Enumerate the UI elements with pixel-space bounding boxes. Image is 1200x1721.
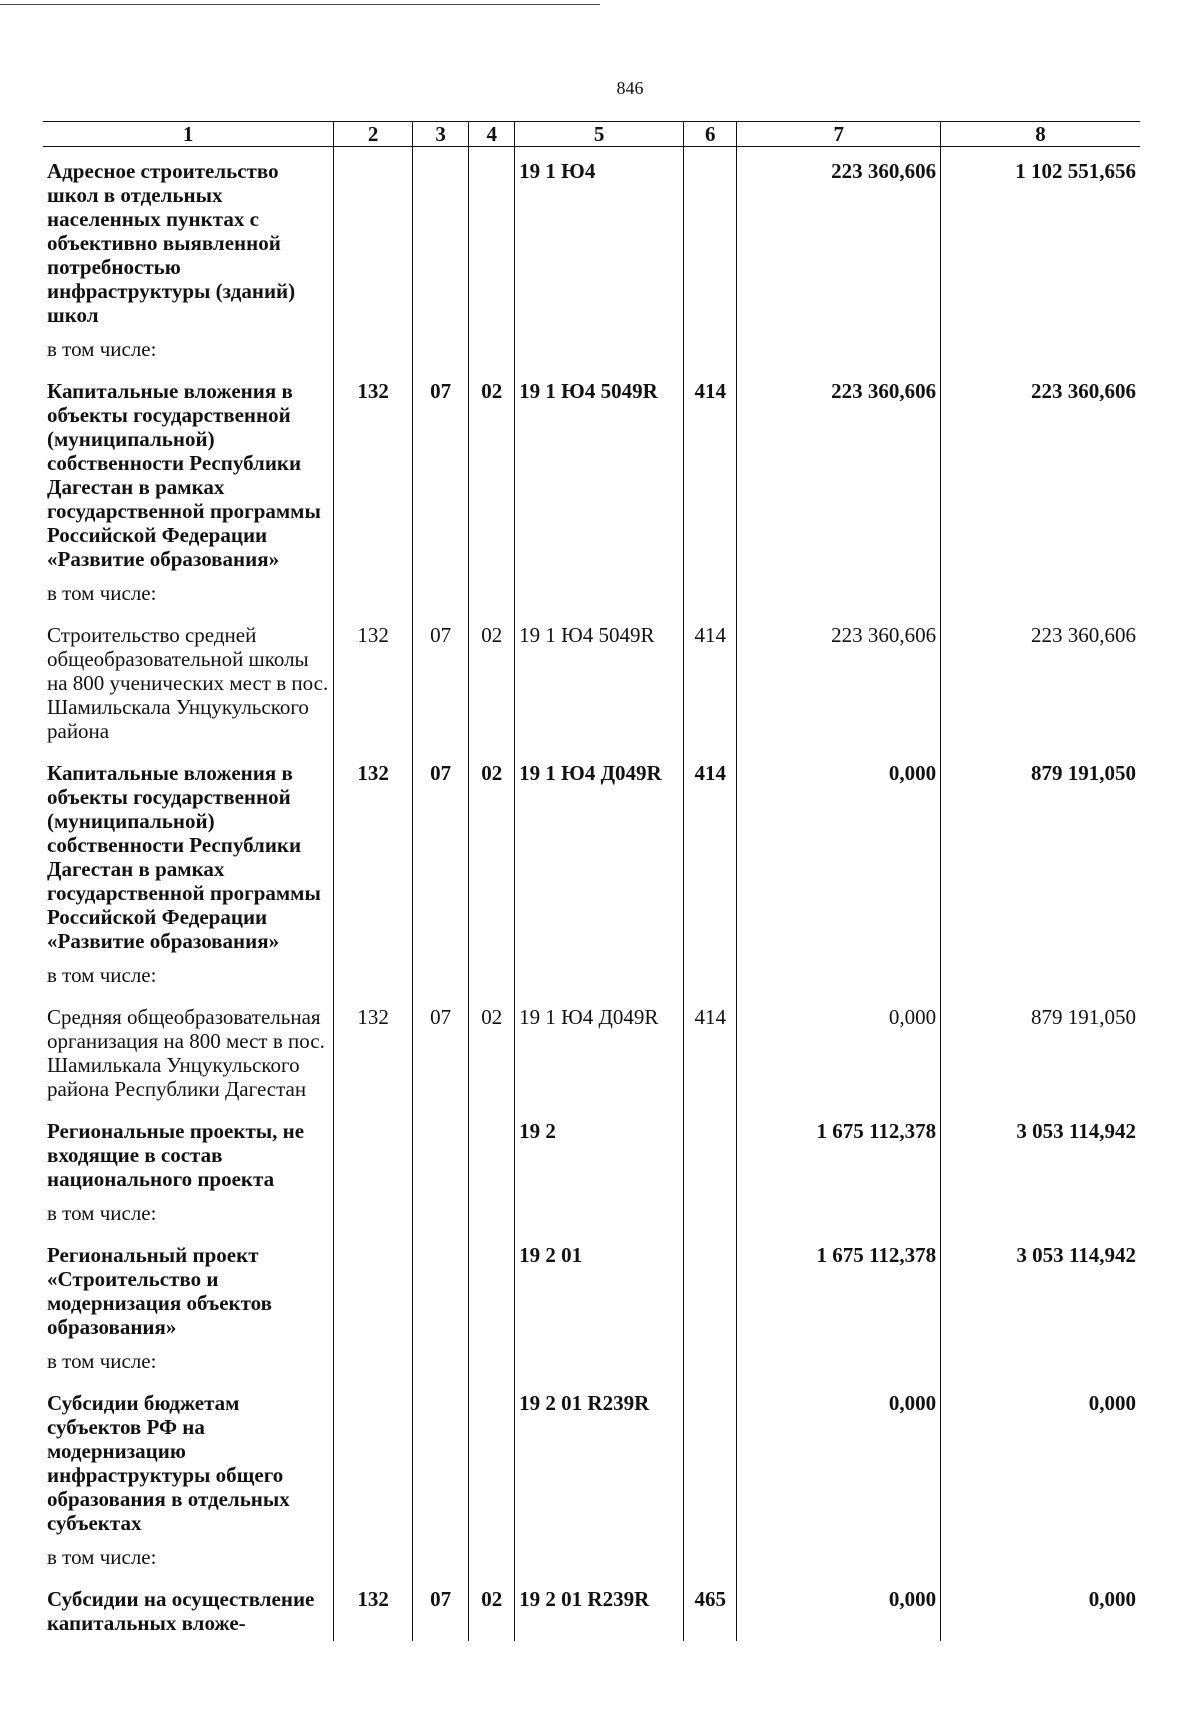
row-value-cell: [515, 1197, 684, 1231]
row-value-cell: [334, 959, 412, 993]
row-value-cell: [334, 1541, 412, 1575]
row-name-cell: Адресное строительство школ в отдельных населенных пунктах с объективно выявленной потребностью инфраструктуры (зданий) школ: [43, 147, 334, 334]
row-value-cell: [412, 577, 469, 611]
table-row: [43, 1575, 1140, 1641]
row-value-cell: 02: [469, 1575, 515, 1641]
row-value-cell: 02: [469, 993, 515, 1107]
row-value-cell: [469, 577, 515, 611]
row-value-cell: 223 360,606: [941, 611, 1140, 749]
row-value-cell: 0,000: [941, 1379, 1140, 1541]
row-value-cell: [684, 1541, 737, 1575]
row-name-cell: Субсидии на осуществление капитальных вложе-: [43, 1575, 334, 1641]
row-name-cell: Капитальные вложения в объекты государственной (муниципальной) собственности Республики Дагестан в рамках государственной программы Российской Федерации «Развитие образования»: [43, 749, 334, 959]
table-row: [43, 577, 1140, 611]
row-value-cell: 414: [684, 367, 737, 577]
row-value-cell: 132: [334, 611, 412, 749]
table-row: [43, 1231, 1140, 1345]
row-value-cell: 0,000: [941, 1575, 1140, 1641]
column-header: 7: [737, 122, 941, 147]
row-value-cell: [684, 959, 737, 993]
row-name-cell: Средняя общеобразовательная организация на 800 мест в пос. Шамилькала Унцукульского района Республики Дагестан: [43, 993, 334, 1107]
table-row: [43, 611, 1140, 749]
table-row: [43, 1345, 1140, 1379]
row-value-cell: 414: [684, 993, 737, 1107]
row-value-cell: 0,000: [737, 1379, 941, 1541]
table-row: [43, 749, 1140, 959]
row-value-cell: [941, 333, 1140, 367]
row-value-cell: [515, 577, 684, 611]
row-name-cell: Строительство средней общеобразовательной школы на 800 ученических мест в пос. Шамильскала Унцукульского района: [43, 611, 334, 749]
row-value-cell: 07: [412, 611, 469, 749]
row-value-cell: [412, 1541, 469, 1575]
row-value-cell: 19 1 Ю4 5049R: [515, 611, 684, 749]
table-row: [43, 1197, 1140, 1231]
column-header: 5: [515, 122, 684, 147]
row-value-cell: [412, 959, 469, 993]
column-header: 2: [334, 122, 412, 147]
row-value-cell: 02: [469, 367, 515, 577]
page-number: 846: [616, 78, 644, 98]
row-name-cell: в том числе:: [43, 959, 334, 993]
row-value-cell: [941, 1197, 1140, 1231]
row-value-cell: 414: [684, 749, 737, 959]
row-value-cell: 19 2: [515, 1107, 684, 1197]
row-value-cell: 414: [684, 611, 737, 749]
row-value-cell: 879 191,050: [941, 749, 1140, 959]
row-value-cell: 1 102 551,656: [941, 147, 1140, 334]
row-value-cell: [737, 333, 941, 367]
row-value-cell: [737, 1197, 941, 1231]
row-value-cell: [469, 1345, 515, 1379]
row-value-cell: 1 675 112,378: [737, 1107, 941, 1197]
table-row: [43, 1107, 1140, 1197]
row-value-cell: 132: [334, 993, 412, 1107]
table-row: [43, 367, 1140, 577]
row-value-cell: 223 360,606: [737, 611, 941, 749]
row-value-cell: 19 1 Ю4 Д049R: [515, 993, 684, 1107]
row-value-cell: [737, 959, 941, 993]
row-value-cell: [412, 333, 469, 367]
row-name-cell: в том числе:: [43, 1541, 334, 1575]
row-name-cell: Капитальные вложения в объекты государственной (муниципальной) собственности Республики Дагестан в рамках государственной программы Российской Федерации «Развитие образования»: [43, 367, 334, 577]
row-value-cell: 19 2 01: [515, 1231, 684, 1345]
row-value-cell: [334, 1345, 412, 1379]
row-value-cell: [412, 1379, 469, 1541]
row-value-cell: [469, 1541, 515, 1575]
row-name-cell: в том числе:: [43, 577, 334, 611]
row-name-cell: в том числе:: [43, 1197, 334, 1231]
row-value-cell: 223 360,606: [941, 367, 1140, 577]
row-value-cell: 0,000: [737, 749, 941, 959]
row-name-cell: Региональный проект «Строительство и модернизация объектов образования»: [43, 1231, 334, 1345]
column-header: 6: [684, 122, 737, 147]
row-value-cell: 19 2 01 R239R: [515, 1379, 684, 1541]
row-value-cell: [515, 333, 684, 367]
row-value-cell: [684, 1107, 737, 1197]
row-value-cell: [412, 1107, 469, 1197]
row-value-cell: [412, 1197, 469, 1231]
column-header: 1: [43, 122, 334, 147]
row-value-cell: 07: [412, 749, 469, 959]
row-name-cell: в том числе:: [43, 333, 334, 367]
row-value-cell: [469, 1231, 515, 1345]
row-value-cell: [515, 1541, 684, 1575]
row-value-cell: [737, 1345, 941, 1379]
row-value-cell: 223 360,606: [737, 147, 941, 334]
row-value-cell: [515, 959, 684, 993]
row-name-cell: в том числе:: [43, 1345, 334, 1379]
row-value-cell: [412, 1345, 469, 1379]
row-value-cell: [334, 147, 412, 334]
row-value-cell: [684, 577, 737, 611]
row-value-cell: 3 053 114,942: [941, 1107, 1140, 1197]
row-value-cell: [334, 1231, 412, 1345]
row-value-cell: [334, 1107, 412, 1197]
budget-table: [43, 121, 1140, 1641]
column-header: 4: [469, 122, 515, 147]
row-value-cell: [684, 147, 737, 334]
table-row: [43, 959, 1140, 993]
row-value-cell: 1 675 112,378: [737, 1231, 941, 1345]
row-value-cell: 132: [334, 1575, 412, 1641]
row-value-cell: [684, 1379, 737, 1541]
row-value-cell: [469, 1379, 515, 1541]
row-value-cell: [737, 1541, 941, 1575]
row-value-cell: [515, 1345, 684, 1379]
row-value-cell: 07: [412, 993, 469, 1107]
row-value-cell: [469, 959, 515, 993]
row-value-cell: 223 360,606: [737, 367, 941, 577]
row-value-cell: [941, 577, 1140, 611]
row-value-cell: 0,000: [737, 993, 941, 1107]
row-value-cell: 132: [334, 749, 412, 959]
row-value-cell: 02: [469, 611, 515, 749]
row-value-cell: [469, 147, 515, 334]
row-value-cell: 132: [334, 367, 412, 577]
row-value-cell: 879 191,050: [941, 993, 1140, 1107]
table-row: [43, 1379, 1140, 1541]
top-rule: [0, 4, 600, 5]
row-value-cell: [334, 1197, 412, 1231]
row-value-cell: [737, 577, 941, 611]
row-value-cell: 19 1 Ю4 5049R: [515, 367, 684, 577]
row-value-cell: 07: [412, 1575, 469, 1641]
table-row: [43, 147, 1140, 334]
table-row: [43, 1541, 1140, 1575]
row-value-cell: 0,000: [737, 1575, 941, 1641]
row-value-cell: [469, 1107, 515, 1197]
column-header: 3: [412, 122, 469, 147]
row-value-cell: [941, 1541, 1140, 1575]
row-value-cell: 07: [412, 367, 469, 577]
row-value-cell: 02: [469, 749, 515, 959]
row-value-cell: 465: [684, 1575, 737, 1641]
row-value-cell: [469, 1197, 515, 1231]
row-value-cell: [684, 1345, 737, 1379]
table-row: [43, 333, 1140, 367]
row-value-cell: [941, 959, 1140, 993]
row-value-cell: 19 1 Ю4 Д049R: [515, 749, 684, 959]
header-row: [43, 122, 1140, 147]
row-value-cell: [334, 333, 412, 367]
row-value-cell: [334, 1379, 412, 1541]
row-value-cell: [412, 1231, 469, 1345]
row-value-cell: 19 2 01 R239R: [515, 1575, 684, 1641]
row-value-cell: [684, 1197, 737, 1231]
row-value-cell: [334, 577, 412, 611]
row-value-cell: 3 053 114,942: [941, 1231, 1140, 1345]
row-value-cell: [469, 333, 515, 367]
row-value-cell: [684, 333, 737, 367]
row-value-cell: [412, 147, 469, 334]
row-value-cell: 19 1 Ю4: [515, 147, 684, 334]
table-row: [43, 993, 1140, 1107]
row-value-cell: [684, 1231, 737, 1345]
row-name-cell: Субсидии бюджетам субъектов РФ на модернизацию инфраструктуры общего образования в отдельных субъектах: [43, 1379, 334, 1541]
column-header: 8: [941, 122, 1140, 147]
row-value-cell: [941, 1345, 1140, 1379]
row-name-cell: Региональные проекты, не входящие в состав национального проекта: [43, 1107, 334, 1197]
